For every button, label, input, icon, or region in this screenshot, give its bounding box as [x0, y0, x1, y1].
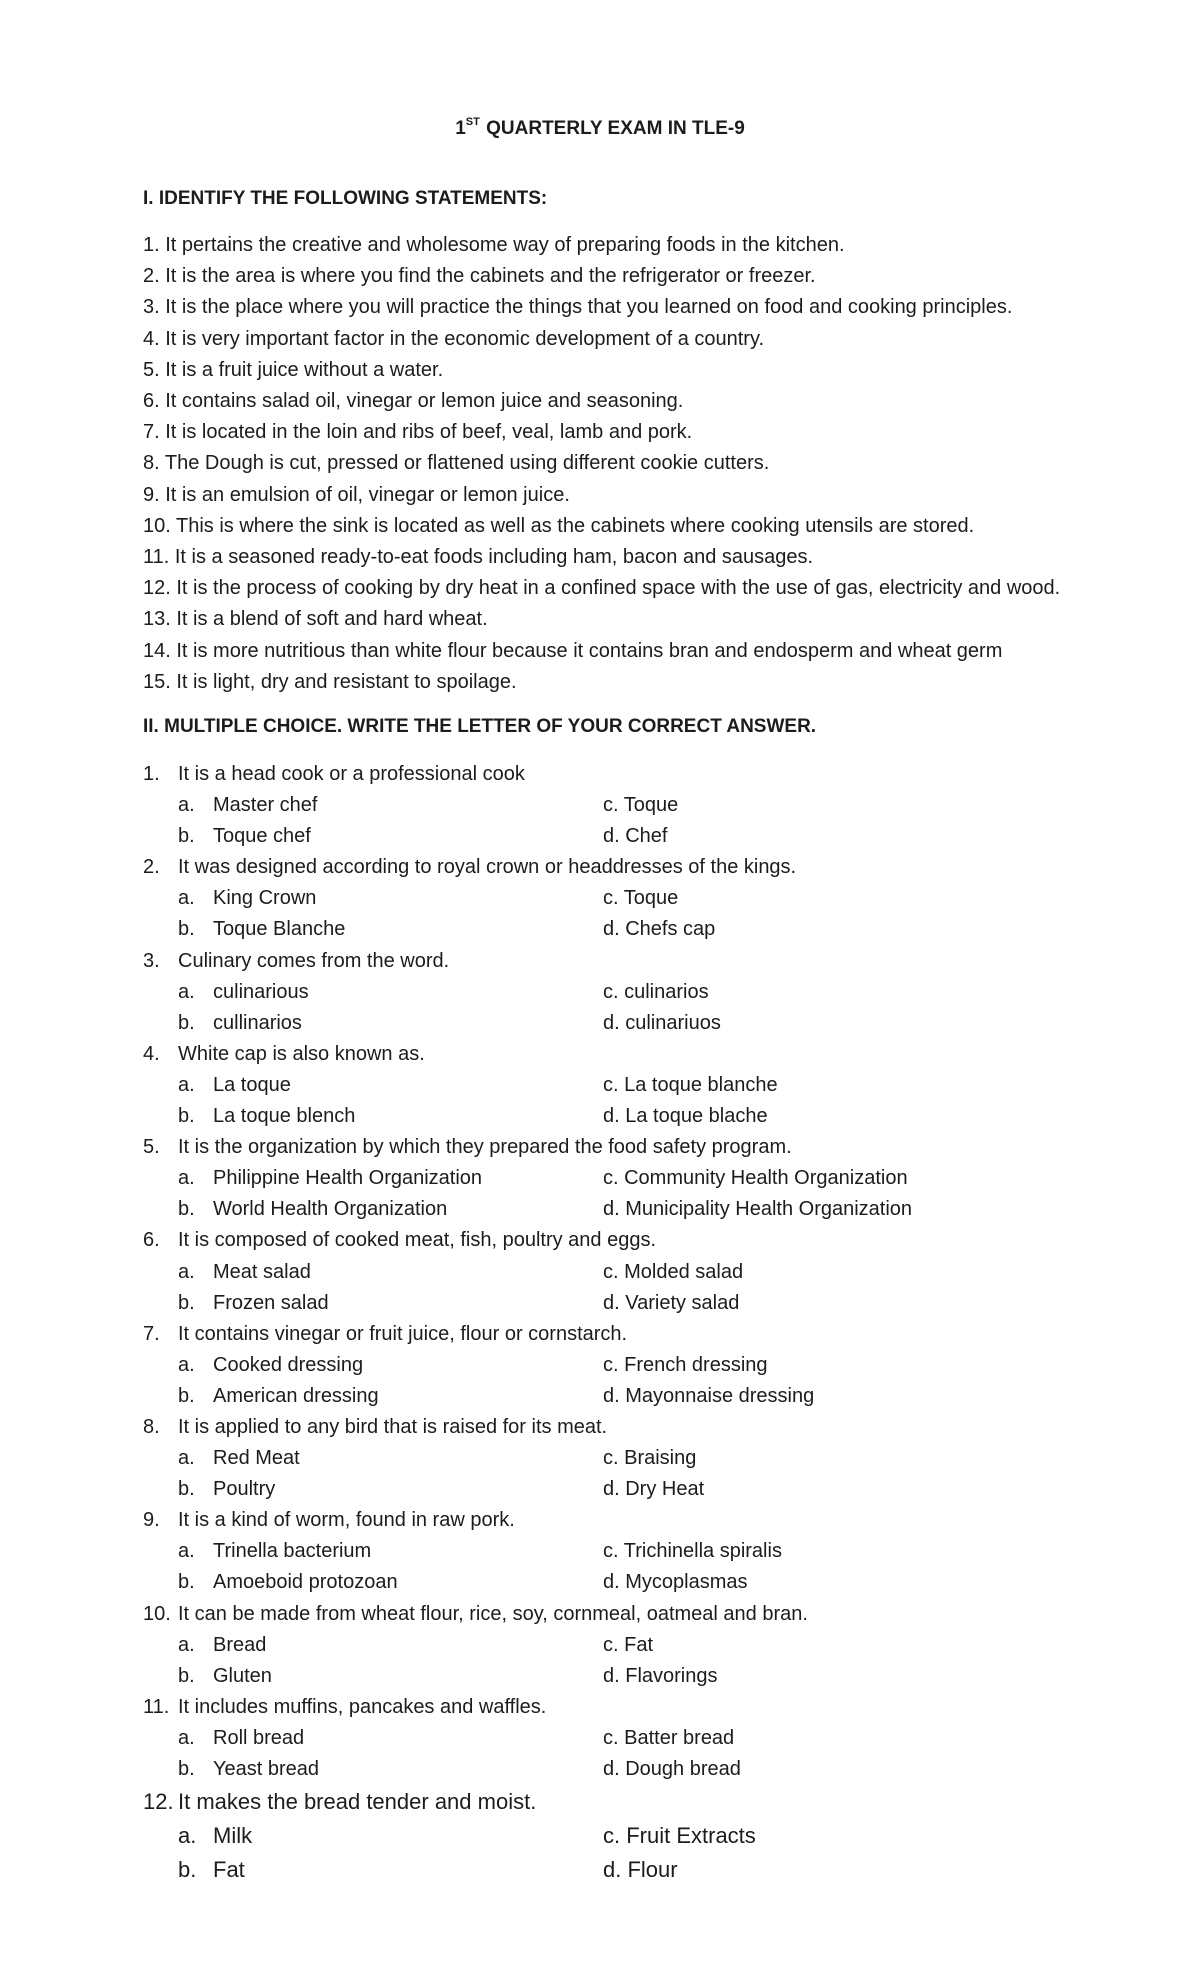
- question-number: 5.: [143, 1136, 160, 1159]
- section2-heading: II. MULTIPLE CHOICE. WRITE THE LETTER OF YOUR CORRECT ANSWER.: [143, 716, 817, 737]
- option-a: Red Meat: [213, 1447, 300, 1470]
- question-text: It was designed according to royal crown or headdresses of the kings.: [178, 856, 797, 879]
- option-letter: b.: [178, 1478, 195, 1501]
- option-b: Gluten: [213, 1664, 272, 1687]
- option-d: d. Dry Heat: [603, 1478, 705, 1501]
- option-d: d. Chefs cap: [603, 918, 716, 941]
- option-b: Fat: [213, 1857, 245, 1883]
- statement-item: 8. The Dough is cut, pressed or flattened using different cookie cutters.: [143, 452, 770, 475]
- option-b: Toque chef: [213, 825, 311, 848]
- option-c: c. Molded salad: [603, 1260, 744, 1283]
- question-item: [143, 1412, 1143, 1505]
- statement-item: 5. It is a fruit juice without a water.: [143, 358, 444, 381]
- option-letter: b.: [178, 1571, 195, 1594]
- question-number: 11.: [143, 1695, 170, 1718]
- page-title: [0, 118, 1200, 140]
- option-letter: a.: [178, 1823, 197, 1849]
- option-d: d. Municipality Health Organization: [603, 1198, 913, 1221]
- option-d: d. Dough bread: [603, 1758, 741, 1780]
- option-c: c. Fruit Extracts: [603, 1823, 756, 1849]
- question-text: It is a kind of worm, found in raw pork.: [178, 1509, 515, 1532]
- option-letter: a.: [178, 1540, 195, 1563]
- option-letter: b.: [178, 1384, 195, 1407]
- option-d: d. Mycoplasmas: [603, 1571, 748, 1594]
- option-b: La toque blench: [213, 1105, 356, 1128]
- option-letter: b.: [178, 918, 195, 941]
- question-text: It contains vinegar or fruit juice, flour or cornstarch.: [178, 1322, 628, 1345]
- option-a: Milk: [213, 1823, 253, 1849]
- option-c: c. Braising: [603, 1447, 697, 1470]
- option-c: c. Batter bread: [603, 1726, 735, 1749]
- option-c: c. Toque: [603, 887, 679, 910]
- option-letter: b.: [178, 1857, 197, 1883]
- option-letter: b.: [178, 1664, 195, 1687]
- option-c: c. Fat: [603, 1633, 654, 1656]
- option-a: Cooked dressing: [213, 1353, 364, 1376]
- option-letter: a.: [178, 1353, 195, 1376]
- option-c: c. French dressing: [603, 1353, 768, 1376]
- title-text: QUARTERLY EXAM IN TLE-9: [486, 118, 745, 139]
- question-text: It is a head cook or a professional cook: [178, 763, 525, 785]
- option-c: c. Community Health Organization: [603, 1167, 908, 1190]
- question-number: 1.: [143, 763, 160, 785]
- option-letter: a.: [178, 1167, 195, 1190]
- statement-item: 12. It is the process of cooking by dry heat in a confined space with the use of gas, electricity and wood.: [143, 577, 1061, 600]
- option-a: King Crown: [213, 887, 317, 910]
- option-c: c. Toque: [603, 794, 679, 817]
- option-c: c. culinarios: [603, 980, 709, 1003]
- option-d: d. culinariuos: [603, 1011, 721, 1034]
- option-letter: a.: [178, 1260, 195, 1283]
- option-a: Philippine Health Organization: [213, 1167, 483, 1190]
- option-b: Toque Blanche: [213, 918, 346, 941]
- question-item: [143, 1692, 1143, 1785]
- option-a: culinarious: [213, 980, 309, 1003]
- option-a: Roll bread: [213, 1726, 305, 1749]
- option-letter: a.: [178, 980, 195, 1003]
- option-letter: b.: [178, 825, 195, 848]
- option-letter: a.: [178, 1726, 195, 1749]
- question-text: It is the organization by which they prepared the food safety program.: [178, 1136, 792, 1159]
- option-b: cullinarios: [213, 1011, 302, 1034]
- question-number: 6.: [143, 1229, 160, 1252]
- option-a: La toque: [213, 1073, 291, 1096]
- question-number: 2.: [143, 856, 160, 879]
- option-d: d. Chef: [603, 825, 668, 848]
- option-b: World Health Organization: [213, 1198, 448, 1221]
- option-b: Poultry: [213, 1478, 276, 1501]
- statement-item: 4. It is very important factor in the economic development of a country.: [143, 327, 765, 350]
- option-b: American dressing: [213, 1384, 379, 1407]
- question-number: 12.: [143, 1789, 174, 1815]
- option-d: d. Flavorings: [603, 1664, 718, 1687]
- option-letter: b.: [178, 1105, 195, 1128]
- option-a: Meat salad: [213, 1260, 311, 1283]
- option-a: Bread: [213, 1633, 267, 1656]
- option-letter: a.: [178, 1633, 195, 1656]
- question-text: It includes muffins, pancakes and waffles.: [178, 1695, 547, 1718]
- statement-item: 10. This is where the sink is located as well as the cabinets where cooking utensils are stored.: [143, 514, 975, 537]
- statement-item: 14. It is more nutritious than white flour because it contains bran and endosperm and wheat germ: [143, 639, 1003, 662]
- question-item: [143, 852, 1143, 945]
- title-superscript: ST: [465, 116, 480, 128]
- option-letter: b.: [178, 1011, 195, 1034]
- option-d: d. Flour: [603, 1857, 678, 1883]
- question-number: 9.: [143, 1509, 160, 1532]
- option-letter: a.: [178, 1073, 195, 1096]
- section1-heading: I. IDENTIFY THE FOLLOWING STATEMENTS:: [143, 188, 548, 209]
- question-text: It is applied to any bird that is raised for its meat.: [178, 1415, 608, 1438]
- statement-item: 6. It contains salad oil, vinegar or lemon juice and seasoning.: [143, 390, 684, 413]
- question-number: 8.: [143, 1415, 160, 1438]
- question-item: [143, 1599, 1143, 1692]
- question-item: [143, 1132, 1143, 1225]
- option-b: Frozen salad: [213, 1291, 329, 1314]
- question-text: It is composed of cooked meat, fish, poultry and eggs.: [178, 1229, 657, 1252]
- option-d: d. Variety salad: [603, 1291, 740, 1314]
- option-letter: a.: [178, 887, 195, 910]
- question-text: It makes the bread tender and moist.: [178, 1789, 537, 1815]
- statement-item: 15. It is light, dry and resistant to spoilage.: [143, 670, 517, 693]
- question-item: [143, 946, 1143, 1039]
- question-item: [143, 759, 1143, 852]
- question-text: Culinary comes from the word.: [178, 949, 450, 972]
- option-d: d. La toque blache: [603, 1105, 768, 1128]
- statement-item: 1. It pertains the creative and wholesome way of preparing foods in the kitchen.: [143, 234, 845, 256]
- option-letter: b.: [178, 1291, 195, 1314]
- question-number: 10.: [143, 1602, 171, 1625]
- question-number: 3.: [143, 949, 160, 972]
- option-d: d. Mayonnaise dressing: [603, 1384, 815, 1407]
- statement-item: 2. It is the area is where you find the cabinets and the refrigerator or freezer.: [143, 265, 816, 288]
- section2-list: [143, 759, 1143, 1887]
- option-c: c. Trichinella spiralis: [603, 1540, 782, 1563]
- option-b: Yeast bread: [213, 1758, 320, 1780]
- option-c: c. La toque blanche: [603, 1073, 778, 1096]
- question-text: White cap is also known as.: [178, 1042, 425, 1065]
- statement-item: 3. It is the place where you will practice the things that you learned on food and cooking principles.: [143, 296, 1013, 319]
- statement-item: 7. It is located in the loin and ribs of beef, veal, lamb and pork.: [143, 421, 693, 444]
- option-letter: b.: [178, 1758, 195, 1780]
- question-item: [143, 1319, 1143, 1412]
- statement-item: 13. It is a blend of soft and hard wheat.: [143, 608, 488, 631]
- question-item: [143, 1785, 1143, 1887]
- question-item: [143, 1039, 1143, 1132]
- option-letter: a.: [178, 1447, 195, 1470]
- question-text: It can be made from wheat flour, rice, soy, cornmeal, oatmeal and bran.: [178, 1602, 808, 1625]
- title-number: 1: [455, 118, 466, 139]
- question-number: 4.: [143, 1042, 160, 1065]
- question-item: [143, 1225, 1143, 1318]
- option-b: Amoeboid protozoan: [213, 1571, 398, 1594]
- option-letter: b.: [178, 1198, 195, 1221]
- section1-list: [143, 230, 1143, 698]
- option-a: Master chef: [213, 794, 318, 817]
- question-item: [143, 1505, 1143, 1598]
- option-letter: a.: [178, 794, 195, 817]
- question-number: 7.: [143, 1322, 160, 1345]
- option-a: Trinella bacterium: [213, 1540, 372, 1563]
- statement-item: 9. It is an emulsion of oil, vinegar or lemon juice.: [143, 483, 570, 506]
- statement-item: 11. It is a seasoned ready-to-eat foods including ham, bacon and sausages.: [143, 546, 814, 569]
